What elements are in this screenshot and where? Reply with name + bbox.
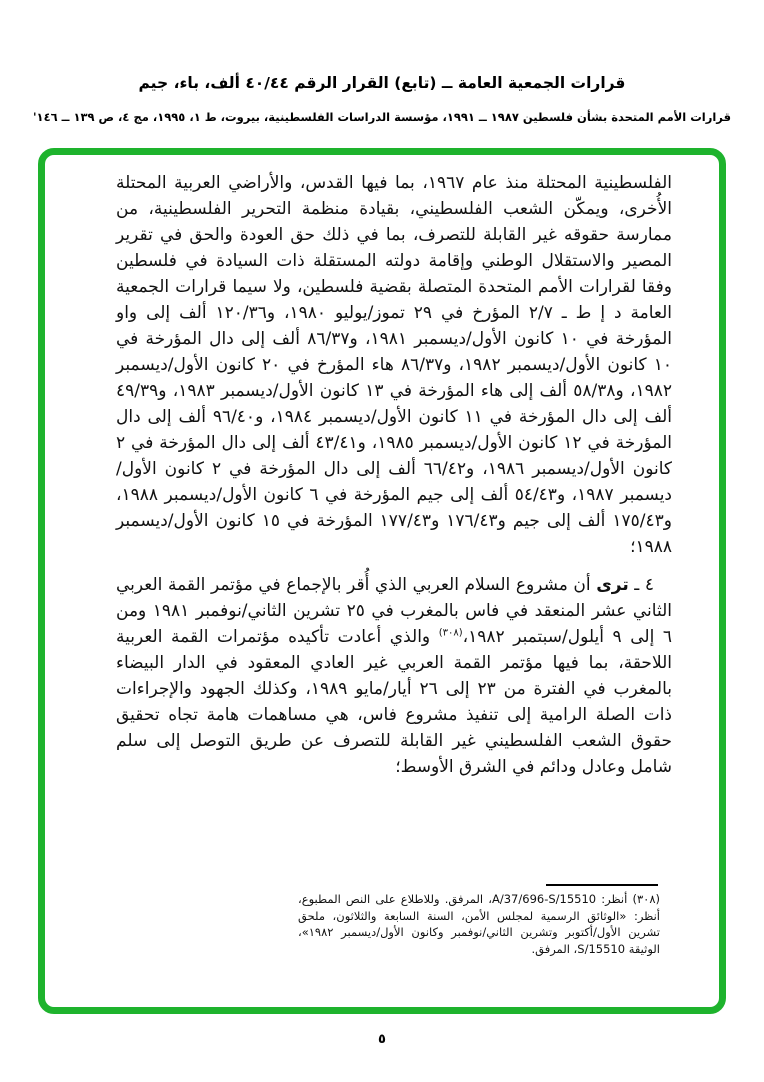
page-title: قرارات الجمعية العامة ــ (تابع) القرار الرقم ٤٠/٤٤ ألف، باء، جيم [138, 74, 626, 92]
page-subtitle: قرارات الأمم المتحدة بشأن فلسطين ١٩٨٧ ــ ١٩٩١، مؤسسة الدراسات الفلسطينية، بيروت، ط ١، ١٩٩٥، مج ٤، ص ١٣٩ ــ ١٤٦' [33, 110, 731, 124]
footnote-text: (٣٠٨) أنظر: A/37/696-S/15510، المرفق. وللاطلاع على النص المطبوع، أنظر: «الوثائق الرسمية لمجلس الأمن، السنة السابعة والثلاثون، ملحق تشرين الأول/أكتوبر وتشرين الثاني/نوفمبر وكانون الأول/ديسمبر ١٩٨٢»، الوثيقة S/15510، المرفق. [298, 892, 660, 956]
footnote-separator [546, 884, 658, 886]
paragraph-4-text-after-ref: والذي أعادت تأكيده مؤتمرات القمة العربية اللاحقة، بما فيها مؤتمر القمة العربي غير العادي المعقود في الدار البيضاء بالمغرب في الفترة من ٢٣ إلى ٢٦ أيار/مايو ١٩٨٩، وكذلك الجهود والإجراءات ذات الصلة الرامية إلى تنفيذ مشروع فاس، هي مساهمات هامة تجاه تحقيق حقوق الشعب الفلسطيني غير القابلة للتصرف عن طريق التوصل إلى سلم شامل وعادل ودائم في الشرق الأوسط؛ [116, 627, 672, 777]
paragraph-4-lead-word: ترى [596, 575, 629, 595]
paragraph-4-text-before-ref: أن مشروع السلام العربي الذي أُقر بالإجماع في مؤتمر القمة العربي الثاني عشر المنعقد في فاس بالمغرب في ٢٥ تشرين الثاني/نوفمبر ١٩٨١ ومن ٦ إلى ٩ أيلول/سبتمبر ١٩٨٢، [116, 575, 673, 647]
paragraph-4-number: ٤ ـ [628, 575, 654, 595]
paragraph-4 [116, 572, 672, 780]
page-number: ٥ [378, 1032, 386, 1047]
footnote-reference: (٣٠٨) [438, 627, 463, 639]
body-text [116, 170, 672, 780]
paragraph-continuation: الفلسطينية المحتلة منذ عام ١٩٦٧، بما فيها القدس، والأراضي العربية المحتلة الأُخرى، ويمكّن الشعب الفلسطيني، بقيادة منظمة التحرير الفلسطينية، من ممارسة حقوقه غير القابلة للتصرف، بما في ذلك حق العودة والحق في تقرير المصير والاستقلال الوطني وإقامة دولته المستقلة ذات السيادة في فلسطين وفقا لقرارات الأمم المتحدة المتصلة بقضية فلسطين، ولا سيما قرارات الجمعية العامة د إ ط ـ ٢/٧ المؤرخ في ٢٩ تموز/يوليو ١٩٨٠، و١٢٠/٣٦ ألف إلى واو المؤرخة في ١٠ كانون الأول/ديسمبر ١٩٨١، و٨٦/٣٧ ألف إلى دال المؤرخة في ١٠ كانون الأول/ديسمبر ١٩٨٢، و٨٦/٣٧ هاء المؤرخ في ٢٠ كانون الأول/ديسمبر ١٩٨٢، و٥٨/٣٨ ألف إلى هاء المؤرخة في ١٣ كانون الأول/ديسمبر ١٩٨٣، و٤٩/٣٩ ألف إلى دال المؤرخة في ١١ كانون الأول/ديسمبر ١٩٨٤، و٩٦/٤٠ ألف إلى دال المؤرخة في ١٢ كانون الأول/ديسمبر ١٩٨٥، و٤٣/٤١ ألف إلى دال المؤرخة في ٢ كانون الأول/ديسمبر ١٩٨٦، و٦٦/٤٢ ألف إلى دال المؤرخة في ٢ كانون الأول/ديسمبر ١٩٨٧، و٥٤/٤٣ ألف إلى جيم المؤرخة في ٦ كانون الأول/ديسمبر ١٩٨٨، و١٧٥/٤٣ ألف إلى جيم و١٧٦/٤٣ و١٧٧/٤٣ المؤرخة في ١٥ كانون الأول/ديسمبر ١٩٨٨؛ [116, 173, 673, 557]
